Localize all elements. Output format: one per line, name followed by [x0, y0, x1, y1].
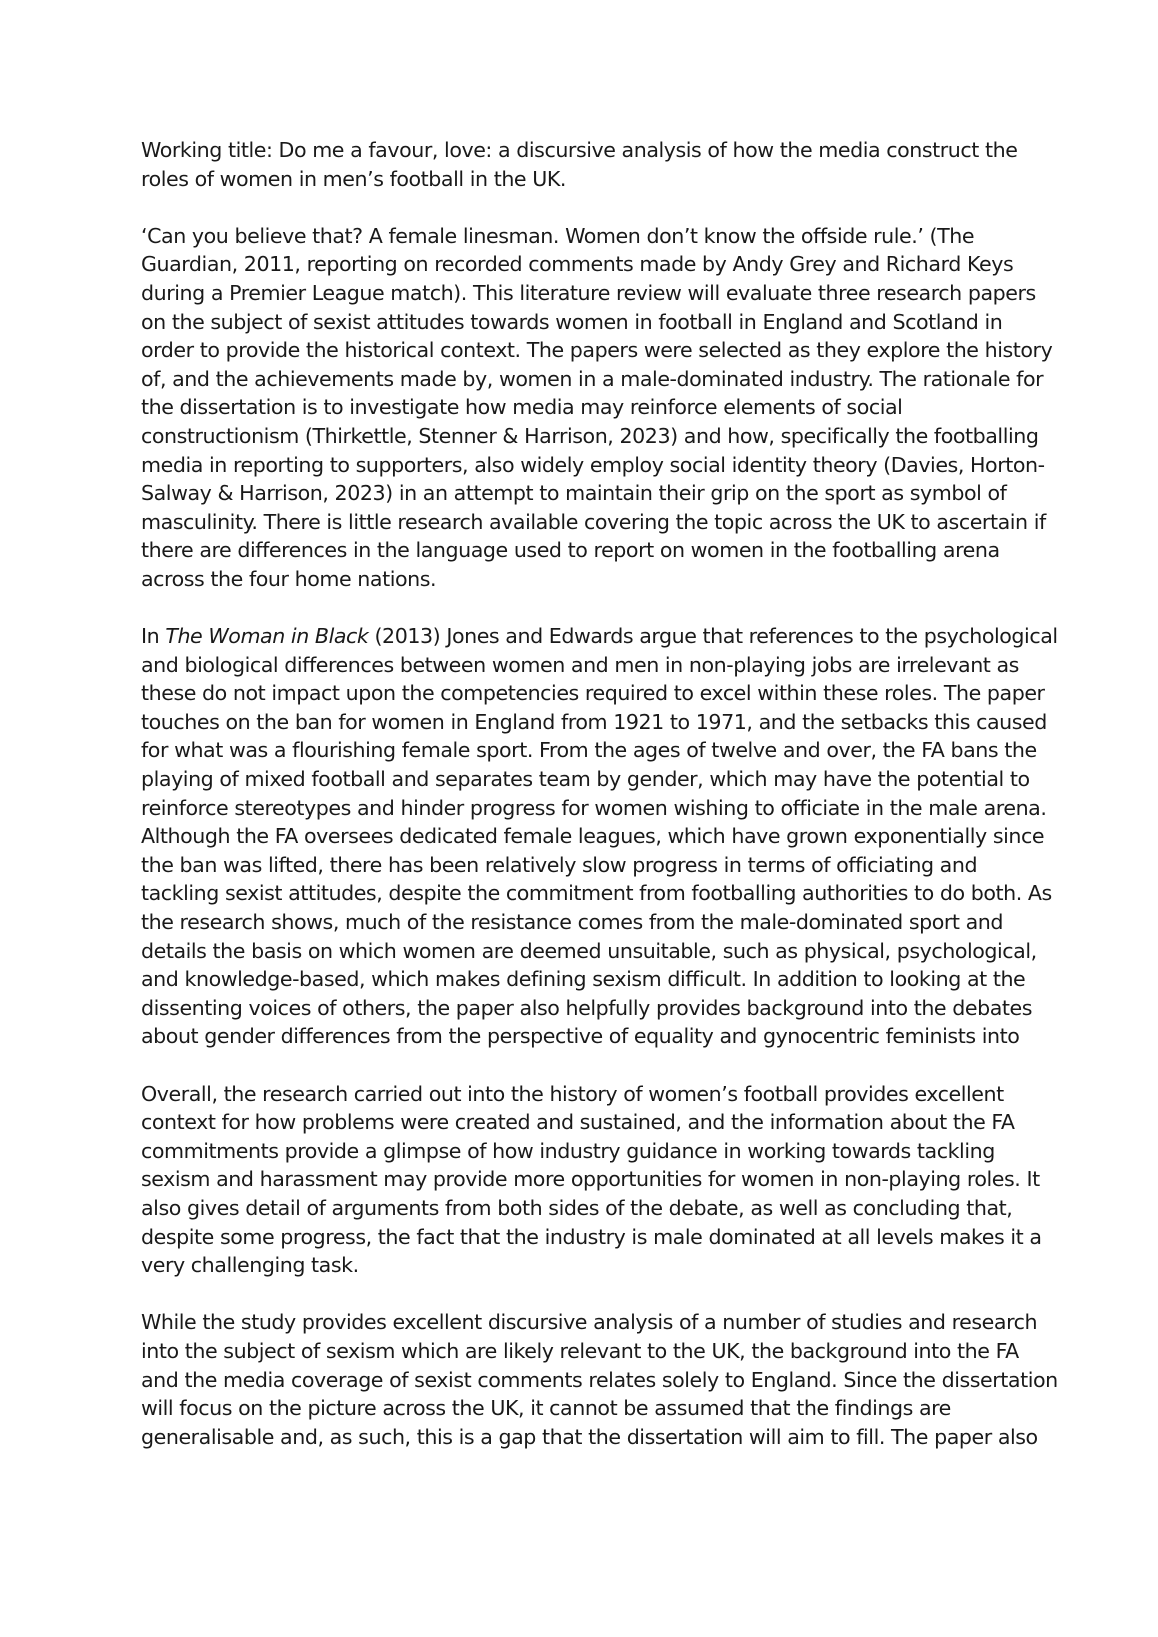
paragraph-line: details the basis on which women are deemed unsuitable, such as physical, psychological, — [141, 938, 1037, 963]
paragraph-line: context for how problems were created and sustained, and the information about the FA — [141, 1110, 1015, 1135]
line-prefix-text: In — [141, 624, 166, 649]
paragraph-line: commitments provide a glimpse of how industry guidance in working towards tackling — [141, 1138, 995, 1163]
paragraph-spacer — [141, 1051, 1021, 1080]
woman-in-black-paragraph — [141, 622, 1058, 1051]
paragraph-line: masculinity. There is little research available covering the topic across the UK to ascertain if — [141, 509, 1046, 534]
paragraph-line: these do not impact upon the competencies required to excel within these roles. The paper — [141, 681, 1045, 706]
paragraph-line: touches on the ban for women in England from 1921 to 1971, and the setbacks this caused — [141, 709, 1047, 734]
paragraph-line: sexism and harassment may provide more opportunities for women in non-playing roles. It — [141, 1167, 1040, 1192]
paragraph-line: during a Premier League match). This literature review will evaluate three research papers — [141, 280, 1036, 305]
overall-paragraph — [141, 1080, 1042, 1280]
paragraph-line: ‘Can you believe that? A female linesman. Women don’t know the offside rule.’ (The — [141, 223, 975, 248]
paragraph-line: media in reporting to supporters, also widely employ social identity theory (Davies, Horton- — [141, 452, 1045, 477]
paragraph-line: very challenging task. — [141, 1253, 359, 1278]
paragraph-spacer — [141, 193, 1021, 222]
paragraph-line: will focus on the picture across the UK, it cannot be assumed that the findings are — [141, 1396, 951, 1421]
paragraph-spacer — [141, 594, 1021, 623]
paragraph-spacer — [141, 1280, 1021, 1309]
paragraph-line: across the four home nations. — [141, 566, 437, 591]
paragraph-line: on the subject of sexist attitudes towards women in football in England and Scotland in — [141, 309, 1003, 334]
document-body — [141, 136, 1058, 1451]
paragraph-line: reinforce stereotypes and hinder progress for women wishing to officiate in the male arena. — [141, 795, 1047, 820]
paragraph-line: Guardian, 2011, reporting on recorded comments made by Andy Grey and Richard Keys — [141, 252, 1014, 277]
paragraph-line: and biological differences between women and men in non-playing jobs are irrelevant as — [141, 652, 1019, 677]
paragraph-line: playing of mixed football and separates team by gender, which may have the potential to — [141, 767, 1030, 792]
introduction-paragraph — [141, 222, 1053, 594]
paragraph-line: Although the FA oversees dedicated female leagues, which have grown exponentially since — [141, 824, 1045, 849]
paragraph-line: about gender differences from the perspective of equality and gynocentric feminists into — [141, 1024, 1020, 1049]
paragraph-line: and knowledge-based, which makes defining sexism difficult. In addition to looking at the — [141, 967, 1026, 992]
paragraph-line: also gives detail of arguments from both sides of the debate, as well as concluding that, — [141, 1195, 1013, 1220]
paragraph-line: the research shows, much of the resistance comes from the male-dominated sport and — [141, 910, 1004, 935]
paragraph-line: dissenting voices of others, the paper also helpfully provides background into the debates — [141, 995, 1033, 1020]
paragraph-line: roles of women in men’s football in the UK. — [141, 166, 567, 191]
paragraph-line: While the study provides excellent discursive analysis of a number of studies and research — [141, 1310, 1038, 1335]
paragraph-line: Working title: Do me a favour, love: a discursive analysis of how the media construct the — [141, 138, 1018, 162]
paragraph-line: order to provide the historical context. The papers were selected as they explore the history — [141, 338, 1053, 363]
paragraph-line: and the media coverage of sexist comments relates solely to England. Since the dissertation — [141, 1367, 1058, 1392]
line-suffix-text: (2013) Jones and Edwards argue that references to the psychological — [368, 624, 1058, 649]
gap-analysis-paragraph — [141, 1308, 1058, 1451]
paragraph-line: despite some progress, the fact that the industry is male dominated at all levels makes it a — [141, 1224, 1042, 1249]
paragraph-line: the dissertation is to investigate how media may reinforce elements of social — [141, 395, 903, 420]
paragraph-line: tackling sexist attitudes, despite the commitment from footballing authorities to do both. As — [141, 881, 1052, 906]
paragraph-line: generalisable and, as such, this is a gap that the dissertation will aim to fill. The paper also — [141, 1424, 1038, 1449]
paragraph-line: Overall, the research carried out into the history of women’s football provides excellent — [141, 1081, 1004, 1106]
cited-work-title: The Woman in Black — [165, 624, 369, 649]
paragraph-line: for what was a flourishing female sport. From the ages of twelve and over, the FA bans the — [141, 738, 1037, 763]
paragraph-line: constructionism (Thirkettle, Stenner & Harrison, 2023) and how, specifically the footballing — [141, 423, 1039, 448]
paragraph-line: Salway & Harrison, 2023) in an attempt to maintain their grip on the sport as symbol of — [141, 481, 1007, 506]
paragraph-line: there are differences in the language used to report on women in the footballing arena — [141, 538, 1000, 563]
paragraph-line: into the subject of sexism which are likely relevant to the UK, the background into the FA — [141, 1338, 1019, 1363]
paragraph-line: of, and the achievements made by, women in a male-dominated industry. The rationale for — [141, 366, 1044, 391]
working-title-paragraph — [141, 136, 1021, 193]
paragraph-line: the ban was lifted, there has been relatively slow progress in terms of officiating and — [141, 852, 978, 877]
paragraph-line — [141, 622, 1058, 651]
